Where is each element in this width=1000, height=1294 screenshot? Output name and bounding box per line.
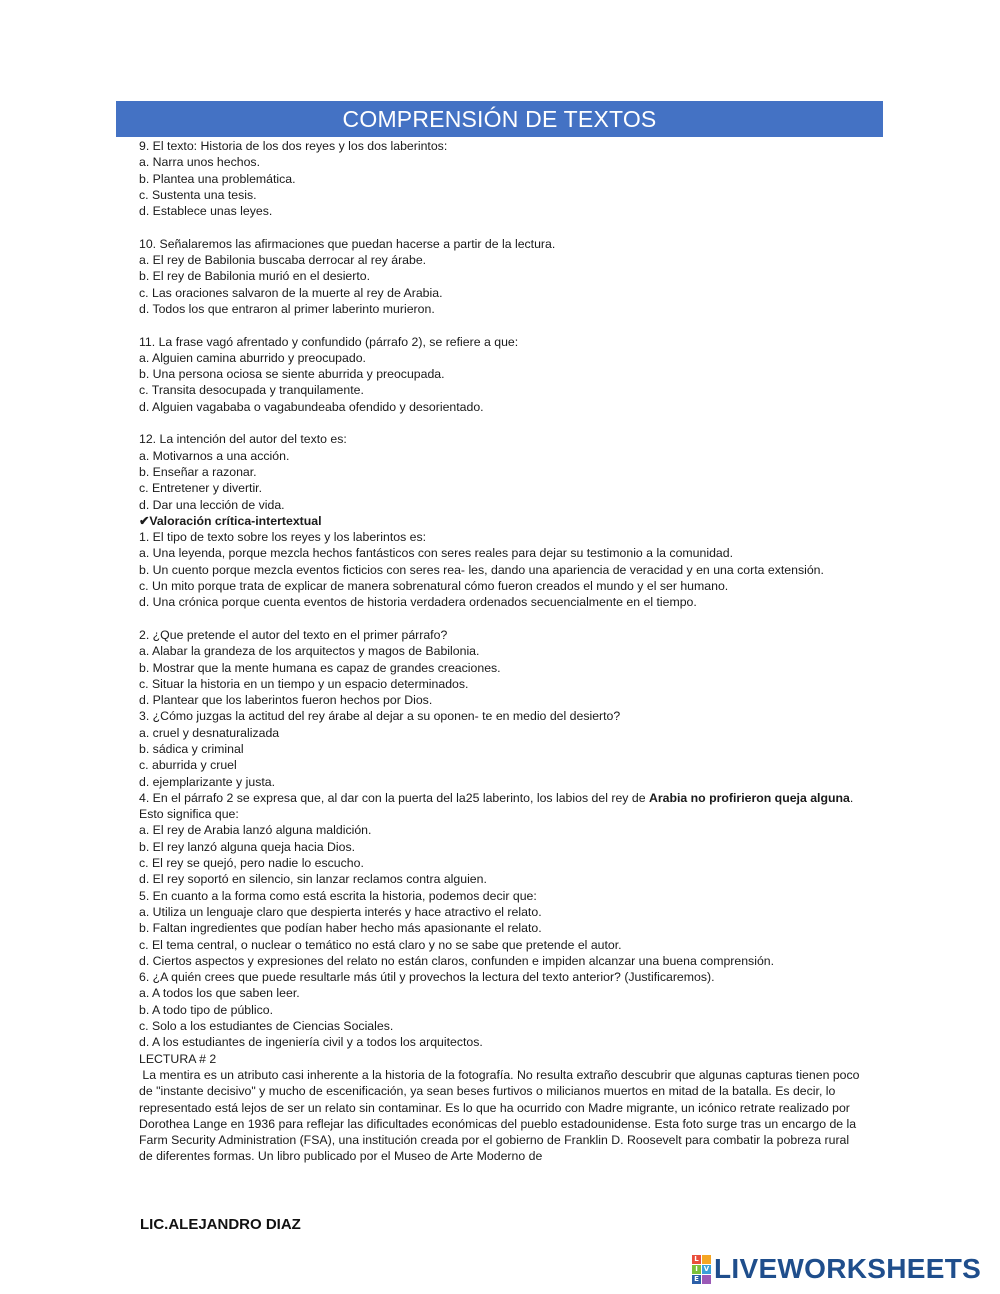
option-d: d. Ciertos aspectos y expresiones del relato no están claros, confunden e impiden alcanzar una buena comprensión. <box>139 953 775 968</box>
question-stem: 4. En el párrafo 2 se expresa que, al dar con la puerta del la25 laberinto, los labios del rey de Arabia no profirieron queja alguna. Esto significa que: <box>139 790 854 822</box>
option-b: b. Enseñar a razonar. <box>139 464 257 479</box>
author-name: LIC.ALEJANDRO DIAZ <box>140 1216 301 1233</box>
option-a: a. El rey de Arabia lanzó alguna maldición. <box>139 823 372 838</box>
option-c: c. Las oraciones salvaron de la muerte al rey de Arabia. <box>139 285 443 300</box>
option-b: b. El rey de Babilonia murió en el desierto. <box>139 269 371 284</box>
liveworksheets-logo <box>692 1254 981 1284</box>
checkmark-icon: ✔ <box>139 513 150 528</box>
worksheet-body <box>139 138 861 1165</box>
option-a: a. Utiliza un lenguaje claro que despierta interés y hace atractivo el relato. <box>139 904 542 919</box>
option-c: c. Transita desocupada y tranquilamente. <box>139 383 364 398</box>
option-d: d. Plantear que los laberintos fueron hechos por Dios. <box>139 693 433 708</box>
question-stem: 11. La frase vagó afrentado y confundido (párrafo 2), se refiere a que: <box>139 334 519 349</box>
question-v5 <box>139 888 861 969</box>
option-d: d. Dar una lección de vida. <box>139 497 285 512</box>
option-d: d. Establece unas leyes. <box>139 204 273 219</box>
option-c: c. El tema central, o nuclear o temático no está claro y no se sabe que pretende el autor. <box>139 937 622 952</box>
option-d: d. Todos los que entraron al primer laberinto murieron. <box>139 301 435 316</box>
option-b: b. Plantea una problemática. <box>139 171 296 186</box>
logo-icon: L I V E <box>692 1255 711 1284</box>
option-b: b. Mostrar que la mente humana es capaz de grandes creaciones. <box>139 660 501 675</box>
option-b: b. Faltan ingredientes que podían haber hecho más apasionante el relato. <box>139 921 542 936</box>
question-v3 <box>139 708 861 789</box>
option-c: c. El rey se quejó, pero nadie lo escucho. <box>139 856 364 871</box>
page-title: COMPRENSIÓN DE TEXTOS <box>116 101 883 137</box>
question-12 <box>139 431 861 512</box>
question-11 <box>139 334 861 415</box>
option-c: c. Entretener y divertir. <box>139 481 263 496</box>
option-d: d. ejemplarizante y justa. <box>139 774 276 789</box>
brand-text: LIVEWORKSHEETS <box>714 1253 982 1284</box>
option-c: c. aburrida y cruel <box>139 758 237 773</box>
section-title: Valoración crítica-intertextual <box>149 513 322 528</box>
question-stem: 5. En cuanto a la forma como está escrita la historia, podemos decir que: <box>139 888 537 903</box>
emphasis: Arabia no profirieron queja alguna <box>648 790 850 805</box>
question-stem: 6. ¿A quién crees que puede resultarle más útil y provechos la lectura del texto anterior? (Justificaremos). <box>139 970 715 985</box>
option-d: d. Alguien vagababa o vagabundeaba ofendido y desorientado. <box>139 399 484 414</box>
option-b: b. Un cuento porque mezcla eventos ficticios con seres rea- les, dando una apariencia de veracidad y en una corta extensión. <box>139 562 824 577</box>
option-b: b. sádica y criminal <box>139 741 244 756</box>
option-a: a. Motivarnos a una acción. <box>139 448 290 463</box>
question-stem: 9. El texto: Historia de los dos reyes y los dos laberintos: <box>139 139 448 153</box>
question-v2 <box>139 627 861 708</box>
question-stem: 12. La intención del autor del texto es: <box>139 432 347 447</box>
option-a: a. cruel y desnaturalizada <box>139 725 280 740</box>
option-a: a. Alabar la grandeza de los arquitectos y magos de Babilonia. <box>139 644 480 659</box>
option-a: a. El rey de Babilonia buscaba derrocar al rey árabe. <box>139 253 427 268</box>
reading-body: La mentira es un atributo casi inherente a la historia de la fotografía. No resulta extraño descubrir que algunas capturas tienen poco de "instante decisivo" y mucho de escenificación, ya sean beses furtivos o milicianos muertos en mitad de la batalla. Es decir, lo representado está lejos de ser un relato sin contaminar. Es lo que ha ocurrido con Madre migrante, un icónico retrate realizado por Dorothea Lange en 1936 para reflejar las dificultades económicas del pueblo estadounidense. Esta foto surge tras un encargo de la Farm Security Administration (FSA), una institución creada por el gobierno de Franklin D. Roosevelt para combatir la pobreza rural de diferentes formas. Un libro publicado por el Museo de Arte Moderno de <box>139 1067 863 1164</box>
question-stem: 1. El tipo de texto sobre los reyes y los laberintos es: <box>139 530 427 545</box>
question-9 <box>139 138 861 219</box>
option-b: b. A todo tipo de público. <box>139 1002 274 1017</box>
question-v4 <box>139 790 861 888</box>
reading-title: LECTURA # 2 <box>139 1051 217 1066</box>
question-stem: 10. Señalaremos las afirmaciones que puedan hacerse a partir de la lectura. <box>139 236 556 251</box>
option-a: a. Narra unos hechos. <box>139 155 260 170</box>
option-a: a. A todos los que saben leer. <box>139 986 300 1001</box>
option-a: a. Una leyenda, porque mezcla hechos fantásticos con seres reales para dejar su testimonio a la comunidad. <box>139 546 734 561</box>
question-v6 <box>139 969 861 1050</box>
option-b: b. El rey lanzó alguna queja hacia Dios. <box>139 839 356 854</box>
option-c: c. Situar la historia en un tiempo y un espacio determinados. <box>139 676 469 691</box>
section-heading <box>139 513 861 529</box>
question-10 <box>139 236 861 317</box>
option-b: b. Una persona ociosa se siente aburrida y preocupada. <box>139 367 445 382</box>
option-c: c. Solo a los estudiantes de Ciencias Sociales. <box>139 1019 394 1034</box>
question-v1 <box>139 529 861 610</box>
question-stem: 3. ¿Cómo juzgas la actitud del rey árabe al dejar a su oponen- te en medio del desierto? <box>139 709 621 724</box>
option-d: d. A los estudiantes de ingeniería civil y a todos los arquitectos. <box>139 1035 483 1050</box>
option-d: d. Una crónica porque cuenta eventos de historia verdadera ordenados secuencialmente en el tiempo. <box>139 595 697 610</box>
option-c: c. Un mito porque trata de explicar de manera sobrenatural cómo fueron creados el mundo y el ser humano. <box>139 579 729 594</box>
option-c: c. Sustenta una tesis. <box>139 187 257 202</box>
option-a: a. Alguien camina aburrido y preocupado. <box>139 350 366 365</box>
option-d: d. El rey soportó en silencio, sin lanzar reclamos contra alguien. <box>139 872 487 887</box>
question-stem: 2. ¿Que pretende el autor del texto en el primer párrafo? <box>139 627 448 642</box>
